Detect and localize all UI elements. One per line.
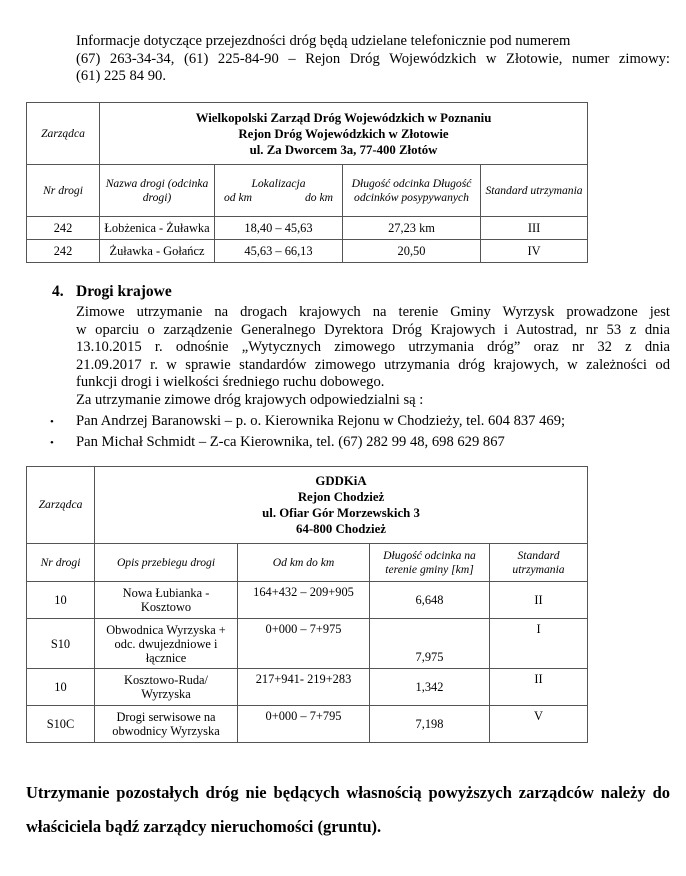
responsible-persons-list — [50, 411, 670, 453]
road-route: Drogi serwisowe na obwodnicy Wyrzyska — [95, 706, 238, 743]
road-number: S10 — [27, 619, 95, 669]
road-name: Łobżenica - Żuławka — [100, 217, 215, 240]
section-number: 4. — [52, 283, 64, 300]
intro-line: (67) 263-34-34, (61) 225-84-90 – Rejon Dróg Wojewódzkich w Złotowie, numer zimowy: — [76, 50, 670, 67]
col-standard: Standard utrzymania — [490, 544, 588, 582]
road-standard: II — [490, 582, 588, 619]
table-row — [27, 582, 588, 619]
col-road-number: Nr drogi — [27, 544, 95, 582]
col-location-to: do km — [304, 190, 333, 204]
col-route: Opis przebiegu drogi — [95, 544, 238, 582]
road-number: 10 — [27, 669, 95, 706]
intro-paragraph — [76, 33, 670, 86]
col-location-from: od km — [224, 190, 253, 204]
col-location — [215, 165, 343, 217]
road-standard: V — [490, 706, 588, 743]
road-length: 20,50 — [343, 240, 481, 263]
final-note: Utrzymanie pozostałych dróg nie będących własnością powyższych zarządców należy do właściciela bądź zarządcy nieruchomości (gruntu). — [26, 783, 670, 836]
road-standard: III — [481, 217, 588, 240]
list-item — [50, 432, 670, 453]
road-km: 0+000 – 7+795 — [238, 706, 370, 743]
road-length: 7,975 — [370, 619, 490, 669]
manager-unit: Rejon Dróg Wojewódzkich w Złotowie — [238, 126, 449, 141]
national-roads-table — [26, 466, 588, 743]
table-row — [27, 619, 588, 669]
manager-unit: Rejon Chodzież — [297, 490, 385, 504]
road-route: Nowa Łubianka - Kosztowo — [95, 582, 238, 619]
section-line: w oparciu o zarządzenie Generalnego Dyrektora Dróg Krajowych i Autostrad, nr 53 z dnia — [76, 321, 670, 338]
road-number: 242 — [27, 217, 100, 240]
col-road-name: Nazwa drogi (odcinka drogi) — [100, 165, 215, 217]
manager-name: Wielkopolski Zarząd Dróg Wojewódzkich w Poznaniu — [195, 110, 492, 125]
list-item-text: Pan Andrzej Baranowski – p. o. Kierownika Rejonu w Chodzieży, tel. 604 837 469; — [76, 413, 566, 429]
road-standard: IV — [481, 240, 588, 263]
col-location-title: Lokalizacja — [251, 177, 306, 191]
table-row — [27, 669, 588, 706]
road-number: S10C — [27, 706, 95, 743]
col-road-number: Nr drogi — [27, 165, 100, 217]
list-item-text: Pan Michał Schmidt – Z-ca Kierownika, tel. (67) 282 99 48, 698 629 867 — [76, 434, 505, 450]
section-line: Za utrzymanie zimowe dróg krajowych odpowiedzialni są : — [76, 391, 424, 408]
manager-label: Zarządca — [27, 103, 100, 165]
road-length: 6,648 — [370, 582, 490, 619]
road-location: 18,40 – 45,63 — [215, 217, 343, 240]
list-item — [50, 411, 670, 432]
intro-line: (61) 225 84 90. — [76, 68, 166, 85]
manager-label: Zarządca — [27, 467, 95, 544]
road-standard: I — [490, 619, 588, 669]
col-standard: Standard utrzymania — [481, 165, 588, 217]
road-number: 242 — [27, 240, 100, 263]
col-length: Długość odcinka Długość odcinków posypywanych — [343, 165, 481, 217]
road-standard: II — [490, 669, 588, 706]
manager-address: ul. Za Dworcem 3a, 77-400 Złotów — [249, 142, 438, 157]
regional-roads-table — [26, 102, 588, 263]
manager-name: GDDKiA — [315, 474, 367, 488]
section-heading — [52, 283, 172, 301]
col-km: Od km do km — [238, 544, 370, 582]
road-route: Obwodnica Wyrzyska + odc. dwujezdniowe i łącznice — [95, 619, 238, 669]
table-row — [27, 706, 588, 743]
road-km: 164+432 – 209+905 — [238, 582, 370, 619]
section-line: Zimowe utrzymanie na drogach krajowych na terenie Gminy Wyrzysk prowadzone jest — [76, 304, 670, 320]
road-km: 217+941- 219+283 — [238, 669, 370, 706]
road-location: 45,63 – 66,13 — [215, 240, 343, 263]
col-length: Długość odcinka na terenie gminy [km] — [370, 544, 490, 582]
road-km: 0+000 – 7+975 — [238, 619, 370, 669]
road-number: 10 — [27, 582, 95, 619]
road-length: 1,342 — [370, 669, 490, 706]
section-title: Drogi krajowe — [76, 283, 172, 300]
manager-address: ul. Ofiar Gór Morzewskich 3 — [262, 506, 420, 520]
bullet-icon: • — [50, 416, 54, 428]
road-length: 27,23 km — [343, 217, 481, 240]
manager-header — [95, 467, 588, 544]
manager-city: 64-800 Chodzież — [296, 522, 386, 536]
section-paragraph — [76, 304, 670, 410]
table-row — [27, 217, 588, 240]
bullet-icon: • — [50, 437, 54, 449]
table-row — [27, 240, 588, 263]
road-route: Kosztowo-Ruda/ Wyrzyska — [95, 669, 238, 706]
road-length: 7,198 — [370, 706, 490, 743]
section-line: funkcji drogi i wielkości średniego ruchu dobowego. — [76, 374, 385, 391]
section-line: 21.09.2017 r. w sprawie standardów zimowego utrzymania dróg krajowych, w zależności od — [76, 356, 670, 373]
manager-header — [100, 103, 588, 165]
road-name: Żuławka - Gołańcz — [100, 240, 215, 263]
section-line: 13.10.2015 r. odnośnie „Wytycznych zimowego utrzymania dróg” oraz nr 32 z dnia — [76, 339, 670, 356]
intro-line: Informacje dotyczące przejezdności dróg będą udzielane telefonicznie pod numerem — [76, 33, 571, 49]
